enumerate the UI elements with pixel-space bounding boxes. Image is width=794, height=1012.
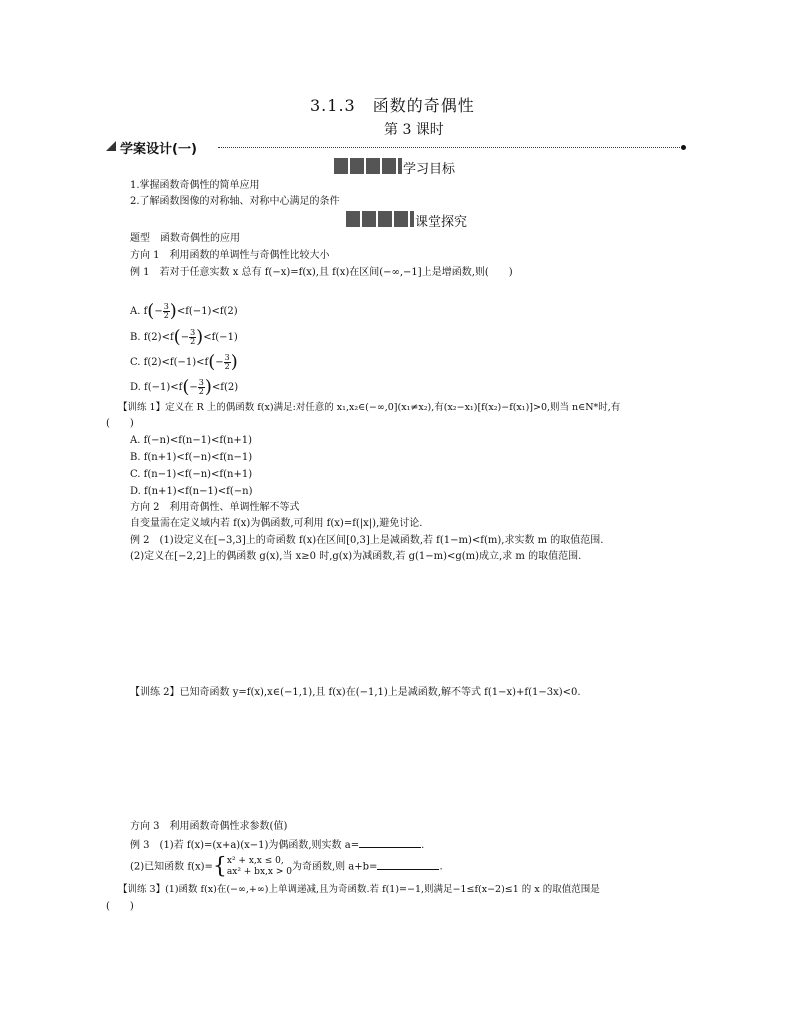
section-triangle-icon — [106, 141, 116, 151]
page-title: 3.1.3 函数的奇偶性 — [310, 96, 475, 115]
direction-2-note: 自变量需在定义域内若 f(x)为偶函数,可利用 f(x)=f(|x|),避免讨论. — [130, 518, 423, 529]
topic-heading: 题型 函数奇偶性的应用 — [130, 233, 240, 244]
example-2-part2: (2)定义在[−2,2]上的偶函数 g(x),当 x≥0 时,g(x)为减函数,若 g(1−m)<g(m)成立,求 m 的取值范围. — [130, 551, 582, 562]
direction-1: 方向 1 利用函数的单调性与奇偶性比较大小 — [130, 250, 330, 261]
training-1-paren: ( ) — [106, 418, 134, 429]
direction-2: 方向 2 利用奇偶性、单调性解不等式 — [130, 502, 300, 513]
t1-option-c: C. f(n−1)<f(−n)<f(n+1) — [130, 469, 253, 480]
ex1-option-c: C. f(2)<f(−1)<f(− $\frac{3}{2}$ ) — [130, 351, 238, 373]
section-label: 学案设计(一) — [120, 142, 197, 157]
ex1-option-d: D. f(−1)<f(− $\frac{3}{2}$ )<f(2) — [130, 376, 239, 398]
direction-3: 方向 3 利用函数奇偶性求参数(值) — [130, 821, 288, 832]
training-1-stem: 【训练 1】定义在 R 上的偶函数 f(x)满足:对任意的 x₁,x₂∈(−∞,0](x₁≠x₂),有(x₂−x₁)[f(x₂)−f(x₁)]>0,则当 n∈N*时,有 — [118, 402, 621, 413]
explore-decor-bar — [346, 211, 414, 227]
t1-option-b: B. f(n+1)<f(−n)<f(n−1) — [130, 452, 253, 463]
training-3-stem: 【训练 3】(1)函数 f(x)在(−∞,+∞)上单调递减,且为奇函数.若 f(1)=−1,则满足−1≤f(x−2)≤1 的 x 的取值范围是 — [118, 884, 600, 895]
goal-item: 2.了解函数图像的对称轴、对称中心满足的条件 — [130, 196, 340, 207]
answer-blank-a[interactable] — [359, 837, 421, 848]
rule-end-dot — [681, 145, 686, 150]
goals-title: 学习目标 — [403, 162, 456, 177]
example-2-part1: 例 2 (1)设定义在[−3,3]上的奇函数 f(x)在区间[0,3]上是减函数,若 f(1−m)<f(m),求实数 m 的取值范围. — [130, 535, 604, 546]
example-3-part1: 例 3 (1)若 f(x)=(x+a)(x−1)为偶函数,则实数 a= . — [130, 837, 424, 852]
section-rule — [218, 147, 682, 148]
ex1-option-b: B. f(2)<f(− $\frac{3}{2}$ )<f(−1) — [130, 326, 238, 348]
goals-decor-bar — [334, 158, 402, 174]
page-subtitle: 第 3 课时 — [384, 122, 444, 138]
t1-option-a: A. f(−n)<f(n−1)<f(n+1) — [130, 435, 253, 446]
t1-option-d: D. f(n+1)<f(n−1)<f(−n) — [130, 486, 253, 497]
goal-item: 1.掌握函数奇偶性的简单应用 — [130, 180, 260, 191]
training-3-paren: ( ) — [106, 901, 134, 912]
ex1-option-a: A. f(− $\frac{3}{2}$ )<f(−1)<f(2) — [130, 300, 238, 322]
explore-title: 课堂探究 — [415, 215, 468, 230]
answer-blank-ab[interactable] — [377, 859, 439, 870]
example-1-stem: 例 1 若对于任意实数 x 总有 f(−x)=f(x),且 f(x)在区间(−∞,−1]上是增函数,则( ) — [130, 267, 513, 278]
example-3-part2: (2)已知函数 f(x)={ x² + x,x ≤ 0, ax² + bx,x > 0 为奇函数,则 a+b= . — [130, 854, 443, 879]
training-2: 【训练 2】已知奇函数 y=f(x),x∈(−1,1),且 f(x)在(−1,1)上是减函数,解不等式 f(1−x)+f(1−3x)<0. — [130, 687, 581, 698]
